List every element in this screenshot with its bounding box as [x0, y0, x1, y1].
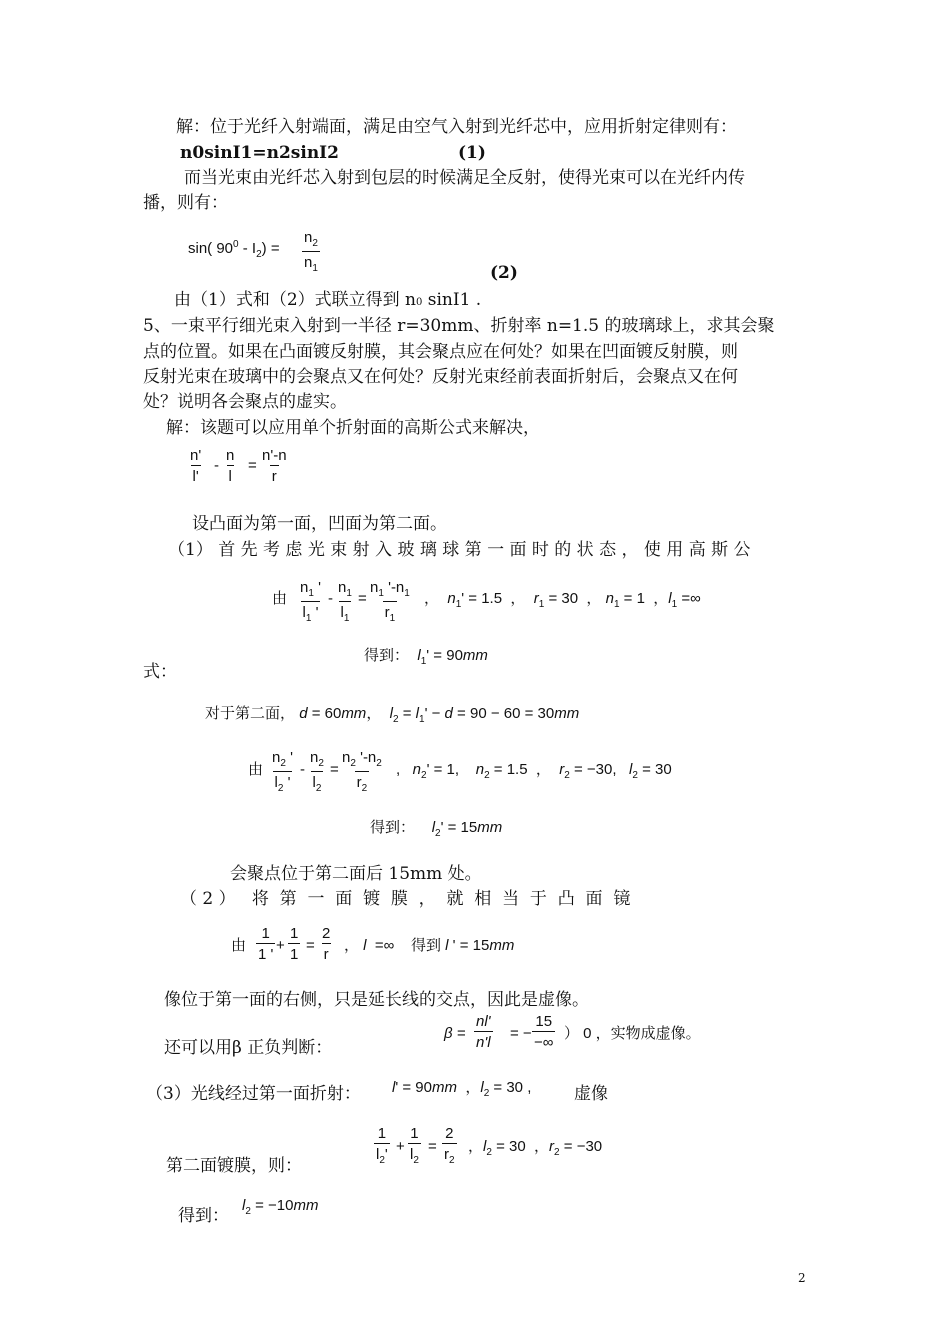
result-1: 得到： $l_1' = 90mm$	[364, 647, 488, 667]
label-you: 由	[231, 937, 247, 954]
step1b-equation: $n_2$ ' $l_2$ ' - $n_2$ $l_2$ = $n_2$ '$-n_2$ $r_2$ , $n_2' = 1$, $n_2 = 1.5$ ， $r_2 = -30$, $l_2 = 30$	[272, 749, 672, 794]
problem-5-line: 处？说明各会聚点的虚实。	[143, 392, 347, 412]
page-number: 2	[798, 1271, 806, 1285]
text-line: 会聚点位于第二面后 15mm 处。	[230, 864, 482, 884]
text-line: 还可以用β 正负判断：	[164, 1038, 333, 1058]
text-line: 而当光束由光纤芯入射到包层的时候满足全反射，使得光束可以在光纤内传	[184, 168, 745, 188]
label-you: 由	[248, 761, 264, 778]
text-line: 解：该题可以应用单个折射面的高斯公式来解决，	[166, 418, 540, 438]
text-line: （1） 首 先 考 虑 光 束 射 入 玻 璃 球 第 一 面 时 的 状 态 ， 使 用 高 斯 公	[168, 540, 751, 560]
step3-equation: 1 $l_2'$ + 1 $l_2$ = 2 $r_2$ ，$l_2 = 30$ ，$r_2 = -30$	[376, 1125, 603, 1166]
result-4: $l_2 = -10mm$	[242, 1197, 319, 1217]
text-line: 由（1）式和（2）式联立得到 n0 sinI1 .	[174, 290, 482, 310]
text-line: 设凸面为第一面，凹面为第二面。	[192, 514, 447, 534]
mirror-equation: 1 1 ' + 1 1 = 2 r ， l =∞ 得到 l ' = 15mm	[258, 925, 515, 963]
step1-equation: $n_1$ ' $l_1$ ' - $n_1$ $l_1$ = $n_1$ '$-n_1$ $r_1$ ， $n_1' = 1.5$ ， $r_1 = 30$ ， $n_1 = 1$ ，$l_1$ =∞	[300, 579, 701, 624]
second-surface-line: 对于第二面， d = 60mm， $l_2 = l_1' - d = 90 - 60 = 30mm$	[205, 705, 580, 725]
text-line: 式：	[143, 662, 177, 682]
equation-number: (2)	[490, 263, 518, 283]
equation-2: sin( $90^0 - I_2$) =	[188, 239, 280, 260]
result-2: 得到： $l_2' = 15mm$	[370, 819, 503, 839]
beta-equation: β = nl' n'l = − 15 −∞ ） 0 ，实物成虚像。	[444, 1013, 701, 1051]
fraction: $n_2$ $n_1$	[304, 229, 318, 274]
problem-5-line: 5、一束平行细光束入射到一半径 r=30mm、折射率 n=1.5 的玻璃球上，求其会聚	[143, 316, 775, 336]
step3-values: l' = 90mm ，$l_2 = 30$ ,	[392, 1079, 532, 1099]
problem-5-line: 点的位置。如果在凸面镀反射膜，其会聚点应在何处？如果在凹面镀反射膜，则	[143, 342, 738, 362]
text-line: 解：位于光纤入射端面，满足由空气入射到光纤芯中，应用折射定律则有：	[176, 117, 737, 137]
text-line: 第二面镀膜，则：	[166, 1156, 302, 1176]
virtual-label: 虚像	[574, 1084, 608, 1104]
text-line: 像位于第一面的右侧，只是延长线的交点，因此是虚像。	[164, 990, 589, 1010]
text-line: （ 2 ） 将 第 一 面 镀 膜 ， 就 相 当 于 凸 面 镜	[180, 889, 631, 909]
problem-5-line: 反射光束在玻璃中的会聚点又在何处？反射光束经前表面折射后，会聚点又在何	[143, 367, 738, 387]
text-line: 得到：	[178, 1206, 229, 1226]
label-you: 由	[272, 590, 288, 607]
equation-1: n0sinI1=n2sinI2	[180, 143, 339, 163]
text-line: 播，则有：	[143, 193, 228, 213]
equation-number: (1)	[458, 143, 486, 163]
gauss-formula: n' l' - n l = n'-n r	[190, 447, 287, 485]
text-line: （3）光线经过第一面折射：	[146, 1084, 361, 1104]
